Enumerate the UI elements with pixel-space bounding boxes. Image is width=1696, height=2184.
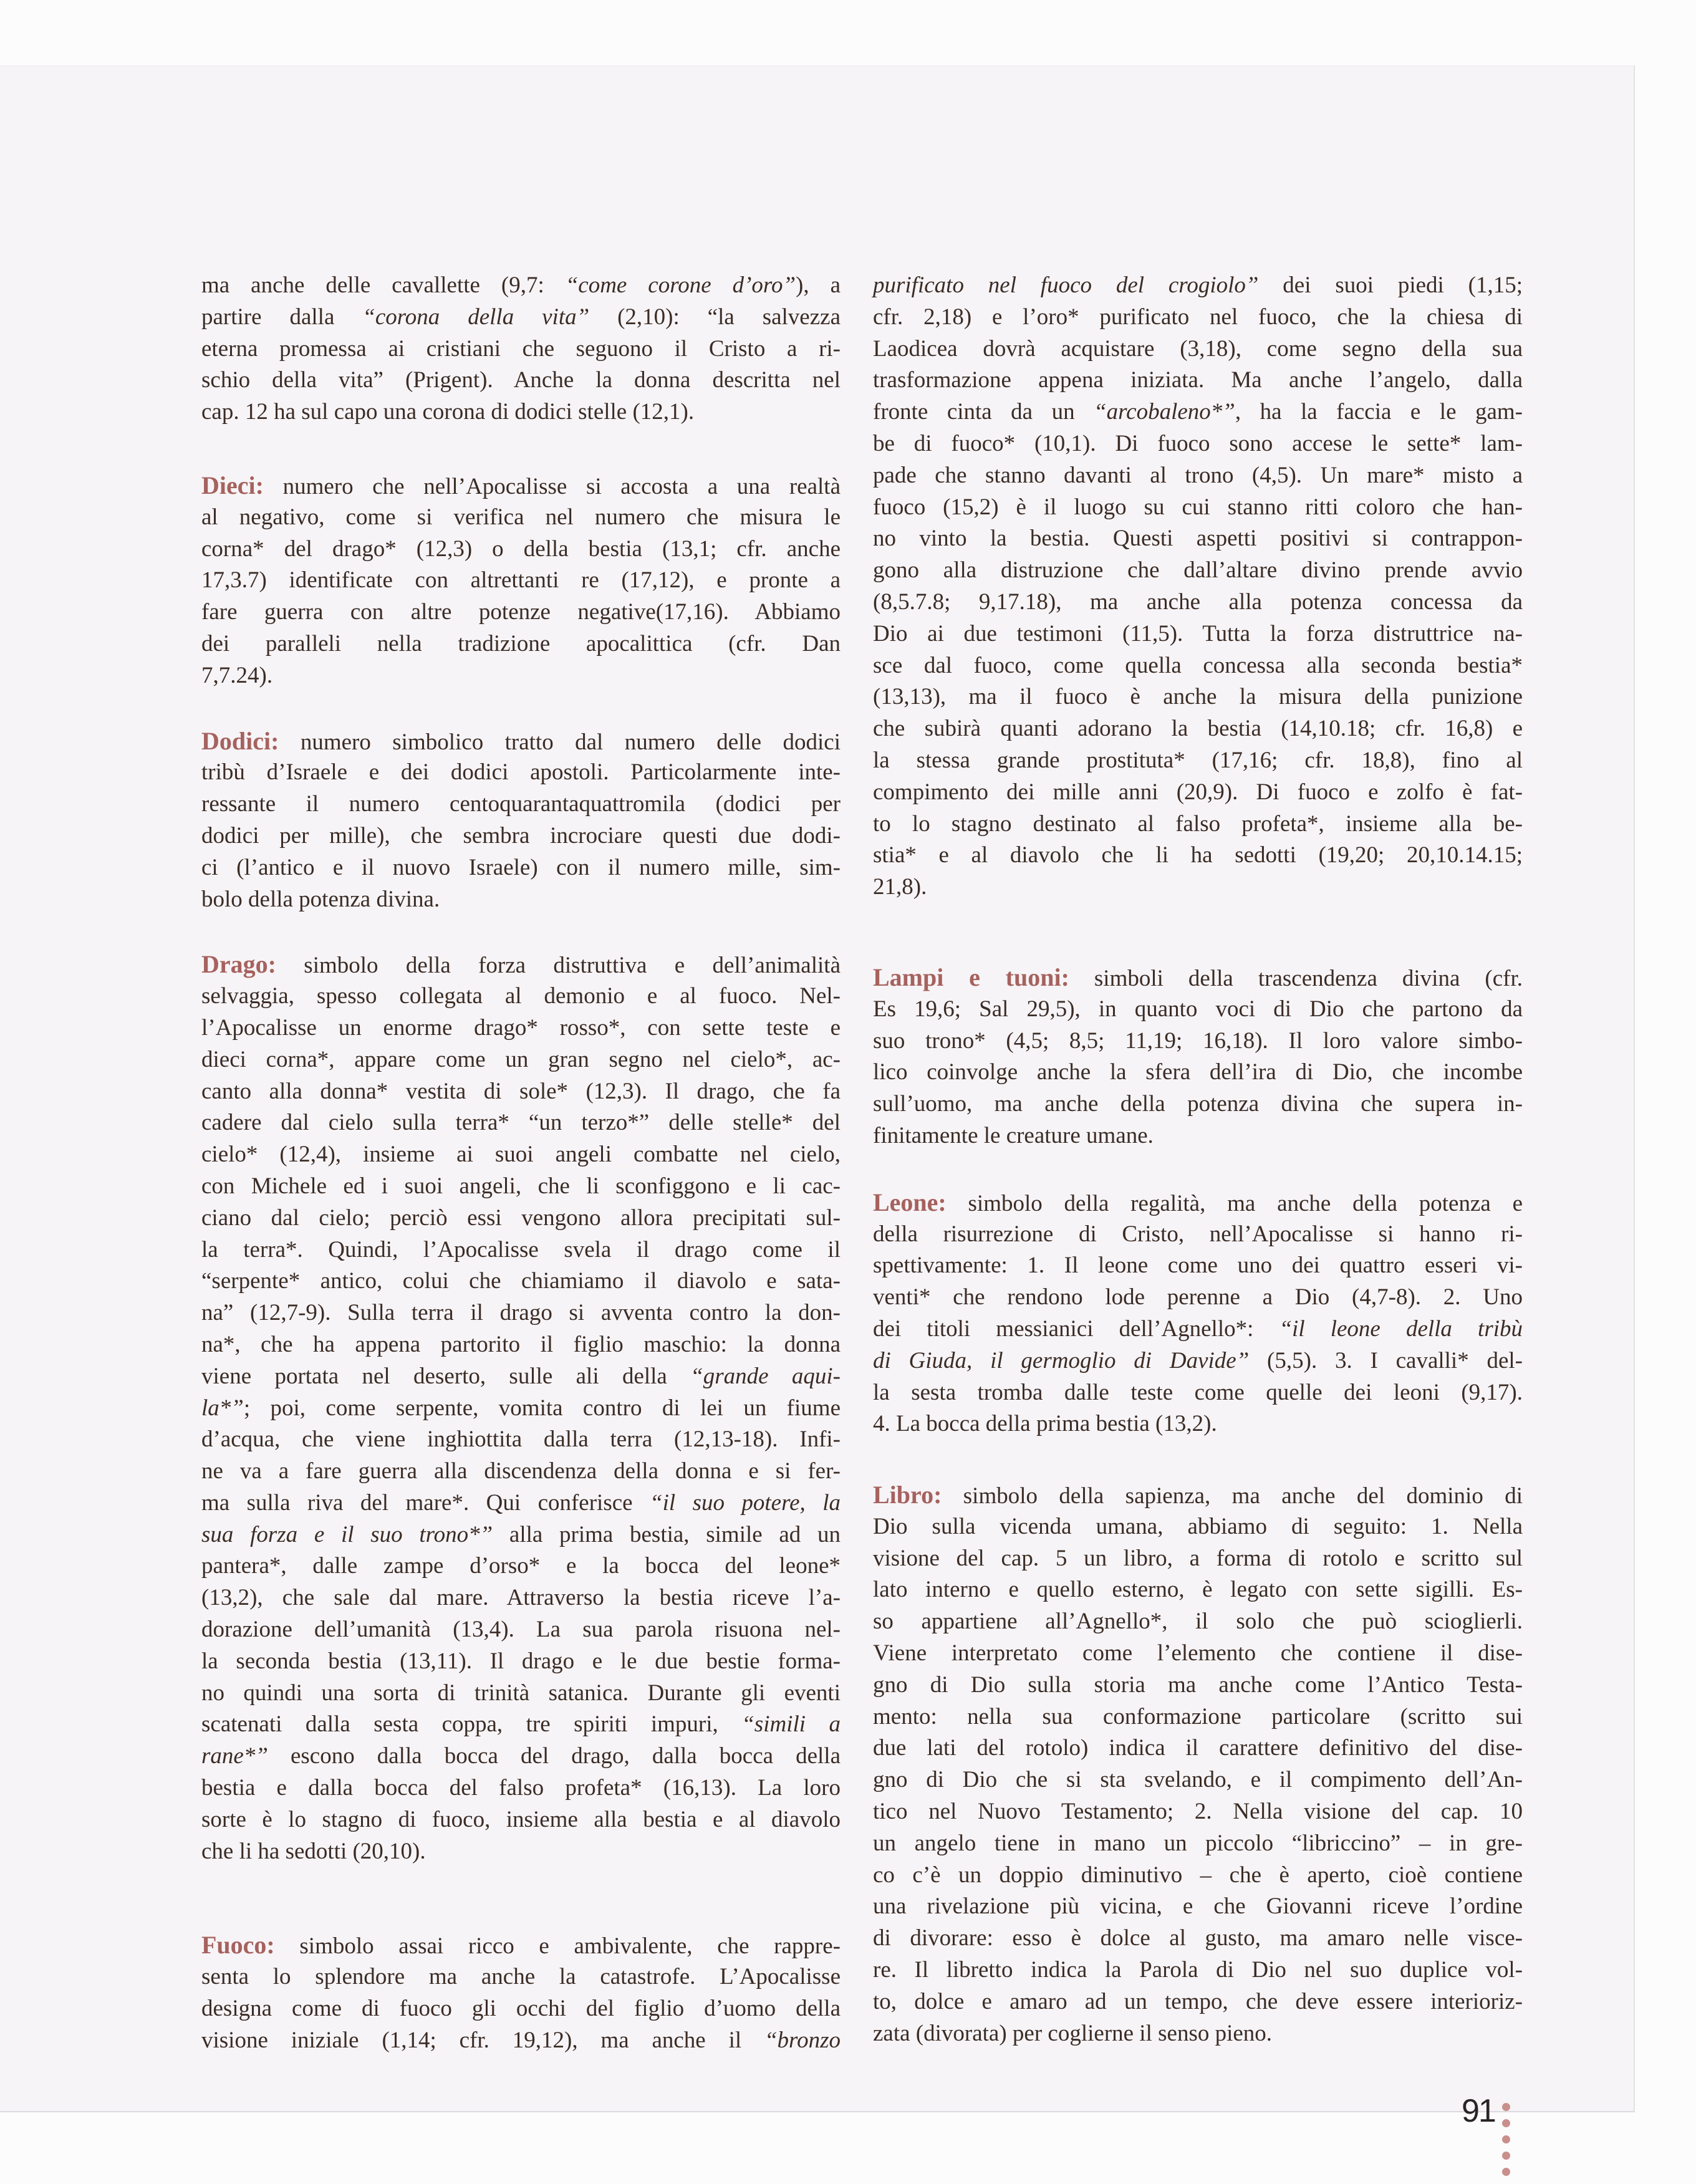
- text-run: eterna promessa ai cristiani che seguono il Cristo a ri-: [201, 335, 841, 362]
- text-line: [201, 852, 841, 884]
- text-line: [873, 1923, 1523, 1955]
- text-run: di divorare: esso è dolce al gusto, ma amaro nelle visce-: [873, 1925, 1523, 1951]
- text-line: [873, 460, 1523, 492]
- page-number: 91: [1462, 2093, 1495, 2129]
- entry-term: Leone:: [873, 1188, 947, 1216]
- text-run: pantera*, dalle zampe d’orso* e la bocca del leone*: [201, 1553, 841, 1579]
- text-line: [201, 1741, 841, 1773]
- text-run: che subirà quanti adorano la bestia (14,10.18; cfr. 16,8) e: [873, 716, 1523, 742]
- text-line: [873, 1314, 1523, 1345]
- text-line: [201, 502, 841, 534]
- text-line: [201, 302, 841, 334]
- text-run: con Michele ed i suoi angeli, che li sconfiggono e li cac-: [201, 1173, 841, 1199]
- text-run: re. Il libretto indica la Parola di Dio nel suo duplice vol-: [873, 1957, 1523, 1983]
- text-run: dei suoi piedi (1,15;: [1258, 272, 1523, 298]
- text-line: [201, 334, 841, 365]
- text-run: , ha la faccia e le gam-: [1235, 399, 1523, 425]
- text-run: suo trono* (4,5; 8,5; 11,19; 16,18). Il loro valore simbo-: [873, 1027, 1523, 1054]
- text-line: [201, 270, 841, 302]
- text-line: [201, 820, 841, 852]
- text-line: [201, 1551, 841, 1582]
- text-line: [201, 1804, 841, 1836]
- text-run: (13,13), ma il fuoco è anche la misura della punizione: [873, 684, 1523, 710]
- glossary-entry-continuation: [873, 270, 1523, 903]
- text-line: [201, 565, 841, 597]
- text-line: [201, 1234, 841, 1266]
- text-line: [201, 949, 841, 981]
- text-run: 21,8).: [873, 874, 927, 900]
- text-line: [873, 745, 1523, 777]
- text-line: [873, 270, 1523, 302]
- text-line: [873, 777, 1523, 809]
- glossary-entry: [873, 1479, 1523, 2049]
- text-line: [873, 1377, 1523, 1409]
- text-line: [201, 884, 841, 916]
- right-column: [873, 270, 1523, 2049]
- italic-quote: rane*”: [201, 1743, 268, 1769]
- text-run: scatenati dalla sesta coppa, tre spiriti impuri,: [201, 1711, 742, 1738]
- text-run: tico nel Nuovo Testamento; 2. Nella visione del cap. 10: [873, 1799, 1523, 1825]
- entry-term: Drago:: [201, 950, 276, 979]
- text-run: simbolo della sapienza, ma anche del dominio di: [942, 1483, 1523, 1509]
- text-line: [873, 1796, 1523, 1828]
- text-run: dieci corna*, appare come un gran segno nel cielo*, ac-: [201, 1046, 841, 1072]
- entry-term: Libro:: [873, 1481, 942, 1509]
- text-run: ma sulla riva del mare*. Qui conferisce: [201, 1489, 650, 1516]
- text-line: [201, 1266, 841, 1297]
- text-run: co c’è un doppio diminutivo – che è aperto, cioè contiene: [873, 1862, 1523, 1888]
- text-line: [873, 1026, 1523, 1057]
- text-run: dodici per mille), che sembra incrociare questi due dodi-: [201, 822, 841, 849]
- text-line: [201, 1678, 841, 1710]
- text-run: gno di Dio che si sta svelando, e il compimento dell’An-: [873, 1767, 1523, 1793]
- text-line: [201, 1203, 841, 1234]
- text-run: no quindi una sorta di trinità satanica. Durante gli eventi: [201, 1680, 841, 1706]
- text-line: [873, 365, 1523, 397]
- text-run: ma anche delle cavallette (9,7:: [201, 272, 566, 298]
- text-run: ressante il numero centoquarantaquattromila (dodici per: [201, 791, 841, 817]
- italic-quote: “corona della vita”: [362, 304, 590, 330]
- text-line: [873, 1408, 1523, 1440]
- text-run: un angelo tiene in mano un piccolo “libriccino” – in gre-: [873, 1830, 1523, 1856]
- text-line: [201, 1582, 841, 1614]
- text-line: [873, 1574, 1523, 1606]
- text-run: lato interno e quello esterno, è legato con sette sigilli. Es-: [873, 1577, 1523, 1603]
- text-run: be di fuoco* (10,1). Di fuoco sono accese le sette* lam-: [873, 430, 1523, 456]
- text-run: d’acqua, che viene inghiottita dalla terra (12,13-18). Infi-: [201, 1426, 841, 1453]
- text-run: numero che nell’Apocalisse si accosta a una realtà: [263, 473, 841, 499]
- text-line: [873, 587, 1523, 618]
- text-line: [873, 334, 1523, 365]
- text-line: [873, 1670, 1523, 1701]
- text-run: finitamente le creature umane.: [873, 1122, 1154, 1148]
- left-column: [201, 270, 841, 2057]
- text-run: ciano dal cielo; perciò essi vengono allora precipitati sul-: [201, 1205, 841, 1231]
- italic-quote: purificato nel fuoco del crogiolo”: [873, 272, 1259, 298]
- entry-term: Fuoco:: [201, 1931, 275, 1960]
- text-run: (5,5). 3. I cavalli* del-: [1249, 1347, 1523, 1373]
- text-line: [201, 1107, 841, 1139]
- text-line: [873, 492, 1523, 524]
- text-run: sorte è lo stagno di fuoco, insieme alla bestia e al diavolo: [201, 1806, 841, 1832]
- text-run: senta lo splendore ma anche la catastrofe. L’Apocalisse: [201, 1964, 841, 1990]
- text-run: cielo* (12,4), insieme ai suoi angeli combatte nel cielo,: [201, 1142, 841, 1168]
- glossary-entry: [201, 470, 841, 692]
- dot-icon: [1502, 2152, 1510, 2160]
- text-line: [873, 2018, 1523, 2050]
- text-run: so appartiene all’Agnello*, il solo che può scioglierli.: [873, 1609, 1523, 1635]
- text-line: [873, 809, 1523, 840]
- dot-icon: [1502, 2119, 1510, 2127]
- text-line: [201, 1488, 841, 1519]
- text-run: cfr. 2,18) e l’oro* purificato nel fuoco, che la chiesa di: [873, 304, 1523, 330]
- text-line: [873, 1057, 1523, 1089]
- text-line: [873, 713, 1523, 745]
- text-run: spettivamente: 1. Il leone come uno dei quattro esseri vi-: [873, 1253, 1523, 1279]
- text-run: alla prima bestia, simile ad un: [493, 1521, 841, 1547]
- text-line: [201, 1456, 841, 1488]
- text-line: [201, 2025, 841, 2057]
- text-run: tribù d’Israele e dei dodici apostoli. Particolarmente inte-: [201, 759, 841, 786]
- text-line: [873, 1701, 1523, 1733]
- italic-quote: “grande aqui-: [690, 1363, 841, 1389]
- text-line: [873, 1955, 1523, 1986]
- text-run: ; poi, come serpente, vomita contro di lei un fiume: [243, 1395, 841, 1421]
- text-line: [873, 555, 1523, 587]
- text-line: [873, 1828, 1523, 1860]
- glossary-entry-continuation: [201, 270, 841, 428]
- italic-quote: “arcobaleno*”: [1094, 399, 1235, 425]
- text-run: compimento dei mille anni (20,9). Di fuoco e zolfo è fat-: [873, 779, 1523, 805]
- text-run: escono dalla bocca del drago, dalla bocca della: [267, 1743, 841, 1769]
- text-line: [201, 1044, 841, 1076]
- text-run: partire dalla: [201, 304, 363, 330]
- text-line: [873, 1120, 1523, 1152]
- entry-term: Dieci:: [201, 471, 264, 499]
- italic-quote: “bronzo: [764, 2027, 841, 2053]
- text-line: [201, 628, 841, 660]
- text-line: [201, 789, 841, 820]
- text-run: sull’uomo, ma anche della potenza divina che supera in-: [873, 1091, 1523, 1117]
- text-line: [873, 681, 1523, 713]
- text-line: [201, 1993, 841, 2025]
- text-line: [201, 1393, 841, 1425]
- text-line: [873, 1638, 1523, 1670]
- text-run: della risurrezione di Cristo, nell’Apocalisse si hanno ri-: [873, 1221, 1523, 1247]
- text-line: [873, 1089, 1523, 1120]
- text-line: [873, 428, 1523, 460]
- text-line: [201, 1646, 841, 1678]
- text-line: [873, 1511, 1523, 1543]
- dot-icon: [1502, 2168, 1510, 2176]
- text-run: mento: nella sua conformazione particolare (scritto sui: [873, 1703, 1523, 1729]
- text-run: fare guerra con altre potenze negative(17,16). Abbiamo: [201, 599, 841, 625]
- text-line: [873, 840, 1523, 872]
- dot-icon: [1502, 2103, 1510, 2111]
- text-run: cap. 12 ha sul capo una corona di dodici stelle (12,1).: [201, 399, 695, 425]
- italic-quote: la*”: [201, 1395, 244, 1421]
- text-run: schio della vita” (Prigent). Anche la donna descritta nel: [201, 367, 841, 393]
- text-line: [873, 872, 1523, 903]
- text-run: al negativo, come si verifica nel numero che misura le: [201, 504, 841, 530]
- text-run: una rivelazione più vicina, e che Giovanni riceve l’ordine: [873, 1893, 1523, 1920]
- text-run: sce dal fuoco, come quella concessa alla seconda bestia*: [873, 652, 1523, 678]
- decorative-dots: [1502, 2103, 1510, 2184]
- text-line: [873, 1733, 1523, 1764]
- text-run: dei paralleli nella tradizione apocalittica (cfr. Dan: [201, 630, 841, 657]
- text-line: [201, 660, 841, 692]
- text-run: na” (12,7-9). Sulla terra il drago si avventa contro la don-: [201, 1300, 841, 1326]
- text-line: [873, 1187, 1523, 1219]
- glossary-entry: [201, 949, 841, 1867]
- text-run: simboli della trascendenza divina (cfr.: [1069, 965, 1523, 991]
- text-line: [873, 962, 1523, 994]
- italic-quote: sua forza e il suo trono*”: [201, 1521, 493, 1547]
- book-page: [0, 65, 1635, 2129]
- text-run: Es 19,6; Sal 29,5), in quanto voci di Dio che partono da: [873, 996, 1523, 1022]
- text-run: (8,5.7.8; 9,17.18), ma anche alla potenza concessa da: [873, 589, 1523, 615]
- text-run: selvaggia, spesso collegata al demonio e al fuoco. Nel-: [201, 983, 841, 1009]
- text-line: [201, 1076, 841, 1108]
- glossary-entry: [201, 1930, 841, 2056]
- text-run: Dio sulla vicenda umana, abbiamo di seguito: 1. Nella: [873, 1513, 1523, 1539]
- text-line: [201, 1836, 841, 1868]
- text-run: simbolo della regalità, ma anche della potenza e: [946, 1190, 1523, 1216]
- italic-quote: “il suo potere, la: [650, 1489, 841, 1516]
- text-line: [201, 1424, 841, 1456]
- text-run: na*, che ha appena partorito il figlio maschio: la donna: [201, 1331, 841, 1357]
- text-run: la sesta tromba dalle teste come quelle dei leoni (9,17).: [873, 1379, 1523, 1405]
- text-run: visione del cap. 5 un libro, a forma di rotolo e scritto sul: [873, 1545, 1523, 1571]
- text-line: [873, 397, 1523, 428]
- text-run: canto alla donna* vestita di sole* (12,3). Il drago, che fa: [201, 1078, 841, 1104]
- text-line: [873, 994, 1523, 1026]
- text-run: bestia e dalla bocca del falso profeta* (16,13). La loro: [201, 1775, 841, 1801]
- text-line: [201, 597, 841, 628]
- text-line: [873, 1543, 1523, 1575]
- text-run: l’Apocalisse un enorme drago* rosso*, con sette teste e: [201, 1014, 841, 1041]
- text-run: trasformazione appena iniziata. Ma anche l’angelo, dalla: [873, 367, 1523, 393]
- text-run: 17,3.7) identificate con altrettanti re (17,12), e pronte a: [201, 567, 841, 594]
- text-run: corna* del drago* (12,3) o della bestia (13,1; cfr. anche: [201, 536, 841, 562]
- text-line: [201, 1297, 841, 1329]
- text-run: designa come di fuoco gli occhi del figlio d’uomo della: [201, 1996, 841, 2022]
- text-run: ci (l’antico e il nuovo Israele) con il numero mille, sim-: [201, 854, 841, 880]
- text-line: [201, 365, 841, 397]
- text-line: [201, 1930, 841, 1961]
- text-run: visione iniziale (1,14; cfr. 19,12), ma anche il: [201, 2027, 764, 2053]
- text-run: to, dolce e amaro ad un tempo, che deve essere interioriz-: [873, 1988, 1523, 2014]
- text-run: 4. La bocca della prima bestia (13,2).: [873, 1411, 1217, 1437]
- text-run: gono alla distruzione che dall’altare divino prende avvio: [873, 557, 1523, 584]
- text-line: [201, 1139, 841, 1171]
- text-run: simbolo della forza distruttiva e dell’animalità: [276, 953, 841, 979]
- text-line: [201, 757, 841, 789]
- text-run: gno di Dio sulla storia ma anche come l’Antico Testa-: [873, 1672, 1523, 1698]
- text-run: zata (divorata) per coglierne il senso pieno.: [873, 2020, 1273, 2046]
- text-run: la seconda bestia (13,11). Il drago e le due bestie forma-: [201, 1648, 841, 1674]
- text-line: [873, 1282, 1523, 1314]
- text-line: [201, 1614, 841, 1646]
- italic-quote: “simili a: [741, 1711, 841, 1738]
- text-line: [873, 1345, 1523, 1377]
- text-line: [201, 1361, 841, 1393]
- text-run: Viene interpretato come l’elemento che contiene il dise-: [873, 1640, 1523, 1667]
- italic-quote: di Giuda, il germoglio di Davide”: [873, 1347, 1250, 1373]
- text-run: to lo stagno destinato al falso profeta*, insieme alla be-: [873, 811, 1523, 837]
- text-line: [873, 523, 1523, 555]
- text-run: Laodicea dovrà acquistare (3,18), come segno della sua: [873, 335, 1523, 362]
- text-run: ), a: [796, 272, 841, 298]
- italic-quote: “come corone d’oro”: [565, 272, 796, 298]
- entry-term: Dodici:: [201, 726, 279, 755]
- text-line: [201, 470, 841, 502]
- text-line: [873, 1479, 1523, 1511]
- text-run: fuoco (15,2) è il luogo su cui stanno ritti coloro che han-: [873, 494, 1523, 520]
- text-line: [201, 1519, 841, 1551]
- text-line: [873, 302, 1523, 334]
- text-run: lico coinvolge anche la sfera dell’ira di Dio, che incombe: [873, 1059, 1523, 1085]
- text-line: [201, 397, 841, 428]
- text-run: simbolo assai ricco e ambivalente, che rappre-: [274, 1933, 841, 1960]
- dot-icon: [1502, 2135, 1510, 2143]
- text-run: stia* e al diavolo che li ha sedotti (19,20; 20,10.14.15;: [873, 842, 1523, 868]
- text-line: [201, 1709, 841, 1741]
- text-run: (13,2), che sale dal mare. Attraverso la bestia riceve l’a-: [201, 1585, 841, 1611]
- text-line: [201, 1013, 841, 1044]
- text-run: che li ha sedotti (20,10).: [201, 1838, 426, 1864]
- text-run: numero simbolico tratto dal numero delle dodici: [279, 729, 841, 755]
- text-run: due lati del rotolo) indica il carattere definitivo del dise-: [873, 1735, 1523, 1761]
- text-line: [873, 1764, 1523, 1796]
- text-line: [873, 1250, 1523, 1282]
- entry-term: Lampi e tuoni:: [873, 963, 1069, 991]
- text-run: bolo della potenza divina.: [201, 886, 440, 912]
- text-run: dorazione dell’umanità (13,4). La sua parola risuona nel-: [201, 1617, 841, 1643]
- text-line: [873, 1891, 1523, 1923]
- text-line: [873, 618, 1523, 650]
- glossary-entry: [873, 1187, 1523, 1440]
- text-run: (2,10): “la salvezza: [589, 304, 841, 330]
- text-run: ne va a fare guerra alla discendenza della donna e si fer-: [201, 1458, 841, 1484]
- text-run: venti* che rendono lode perenne a Dio (4,7-8). 2. Uno: [873, 1284, 1523, 1311]
- text-line: [201, 1773, 841, 1804]
- text-line: [873, 1219, 1523, 1251]
- text-run: fronte cinta da un: [873, 399, 1094, 425]
- glossary-entry: [873, 962, 1523, 1152]
- italic-quote: “il leone della tribù: [1279, 1316, 1523, 1342]
- text-line: [201, 981, 841, 1013]
- text-line: [201, 534, 841, 565]
- text-run: no vinto la bestia. Questi aspetti positivi si contrappon-: [873, 526, 1523, 552]
- text-run: pade che stanno davanti al trono (4,5). Un mare* misto a: [873, 462, 1523, 488]
- text-line: [201, 1171, 841, 1203]
- glossary-entry: [201, 726, 841, 916]
- text-line: [201, 726, 841, 758]
- text-line: [873, 1860, 1523, 1892]
- text-line: [201, 1961, 841, 1993]
- text-run: “serpente* antico, colui che chiamiamo il diavolo e sata-: [201, 1268, 841, 1294]
- text-run: la terra*. Quindi, l’Apocalisse svela il drago come il: [201, 1236, 841, 1263]
- text-run: viene portata nel deserto, sulle ali della: [201, 1363, 691, 1389]
- text-line: [873, 1986, 1523, 2018]
- text-run: 7,7.24).: [201, 662, 273, 688]
- text-run: dei titoli messianici dell’Agnello*:: [873, 1316, 1279, 1342]
- text-run: Dio ai due testimoni (11,5). Tutta la forza distruttrice na-: [873, 620, 1523, 647]
- text-line: [201, 1329, 841, 1361]
- text-line: [873, 1606, 1523, 1638]
- text-run: la stessa grande prostituta* (17,16; cfr. 18,8), fino al: [873, 747, 1523, 773]
- text-run: cadere dal cielo sulla terra* “un terzo*” delle stelle* del: [201, 1110, 841, 1136]
- text-line: [873, 650, 1523, 682]
